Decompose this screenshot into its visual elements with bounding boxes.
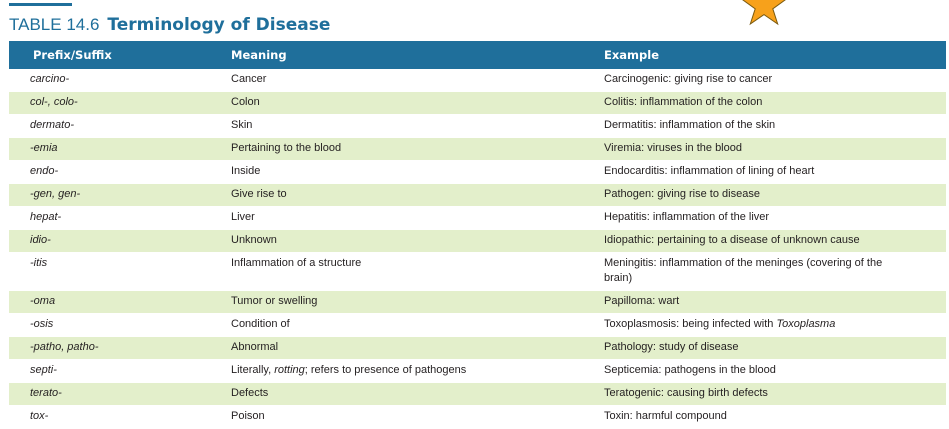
prefix-cell: carcino- — [9, 69, 231, 92]
table-row — [9, 253, 946, 291]
meaning-cell: Liver — [231, 207, 604, 230]
meaning-cell: Defects — [231, 383, 604, 406]
title-accent-rule — [9, 3, 72, 6]
example-cell: Carcinogenic: giving rise to cancer — [604, 69, 946, 92]
meaning-cell: Give rise to — [231, 184, 604, 207]
prefix-cell: hepat- — [9, 207, 231, 230]
meaning-cell: Skin — [231, 115, 604, 138]
table-row — [9, 207, 946, 230]
example-cell: Hepatitis: inflammation of the liver — [604, 207, 946, 230]
table-row — [9, 337, 946, 360]
table-row — [9, 161, 946, 184]
example-cell: Viremia: viruses in the blood — [604, 138, 946, 161]
meaning-cell: Inflammation of a structure — [231, 253, 604, 291]
example-cell — [604, 314, 946, 337]
prefix-cell: -itis — [9, 253, 231, 291]
example-cell: Endocarditis: inflammation of lining of heart — [604, 161, 946, 184]
example-genus: Toxoplasma — [776, 318, 836, 330]
example-cell: Dermatitis: inflammation of the skin — [604, 115, 946, 138]
table-row — [9, 138, 946, 161]
example-cell: Idiopathic: pertaining to a disease of unknown cause — [604, 230, 946, 253]
prefix-cell: dermato- — [9, 115, 231, 138]
prefix-cell: -osis — [9, 314, 231, 337]
table-row — [9, 92, 946, 115]
meaning-cell: Condition of — [231, 314, 604, 337]
prefix-cell: -patho, patho- — [9, 337, 231, 360]
meaning-cell: Colon — [231, 92, 604, 115]
column-header-prefix: Prefix/Suffix — [33, 48, 112, 62]
meaning-cell: Abnormal — [231, 337, 604, 360]
column-header-meaning: Meaning — [231, 48, 287, 62]
table-row — [9, 383, 946, 406]
table-row — [9, 69, 946, 92]
example-cell: Meningitis: inflammation of the meninges (covering of the brain) — [604, 253, 946, 291]
table-row — [9, 360, 946, 383]
table-number: TABLE 14.6 — [9, 15, 100, 34]
table-row — [9, 314, 946, 337]
meaning-cell: Cancer — [231, 69, 604, 92]
example-cell: Pathogen: giving rise to disease — [604, 184, 946, 207]
terminology-table — [9, 41, 946, 429]
example-cell: Toxin: harmful compound — [604, 406, 946, 429]
meaning-text: ; refers to presence of pathogens — [304, 364, 467, 376]
meaning-emphasis: rotting — [274, 364, 305, 376]
prefix-cell: endo- — [9, 161, 231, 184]
table-row — [9, 230, 946, 253]
example-cell: Pathology: study of disease — [604, 337, 946, 360]
table-caption: Terminology of Disease — [107, 15, 331, 35]
prefix-cell: -oma — [9, 291, 231, 314]
table-title — [9, 14, 330, 36]
table-row — [9, 291, 946, 314]
prefix-cell: terato- — [9, 383, 231, 406]
prefix-cell: idio- — [9, 230, 231, 253]
column-header-example: Example — [604, 48, 659, 62]
example-text: Toxoplasmosis: being infected with — [604, 318, 777, 330]
prefix-cell: -gen, gen- — [9, 184, 231, 207]
meaning-cell: Poison — [231, 406, 604, 429]
meaning-text: Literally, — [231, 364, 275, 376]
example-cell: Septicemia: pathogens in the blood — [604, 360, 946, 383]
meaning-cell: Unknown — [231, 230, 604, 253]
table-row — [9, 406, 946, 429]
meaning-cell: Tumor or swelling — [231, 291, 604, 314]
example-cell: Colitis: inflammation of the colon — [604, 92, 946, 115]
prefix-cell: -emia — [9, 138, 231, 161]
prefix-cell: septi- — [9, 360, 231, 383]
star-icon — [738, 0, 790, 34]
table-row — [9, 184, 946, 207]
meaning-cell — [231, 360, 604, 383]
meaning-cell: Inside — [231, 161, 604, 184]
table-header-row — [9, 41, 946, 69]
example-cell: Papilloma: wart — [604, 291, 946, 314]
prefix-cell: tox- — [9, 406, 231, 429]
table-row — [9, 115, 946, 138]
example-cell: Teratogenic: causing birth defects — [604, 383, 946, 406]
prefix-cell: col-, colo- — [9, 92, 231, 115]
meaning-cell: Pertaining to the blood — [231, 138, 604, 161]
